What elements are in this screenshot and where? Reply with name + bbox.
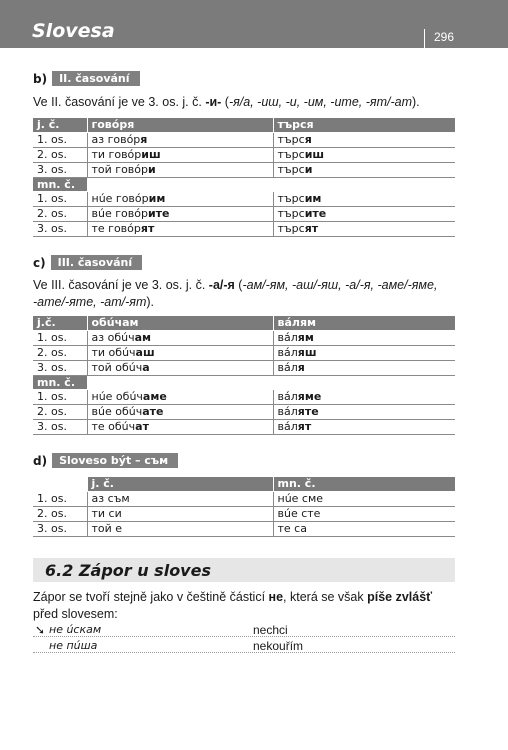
section-b-label — [33, 71, 140, 86]
header-divider — [424, 29, 425, 48]
section-pill: II. časování — [52, 71, 139, 86]
chapter-title: Slovesa — [32, 20, 115, 42]
table-row: 1. os. нúе обúчаме вáляме — [33, 389, 455, 404]
section-title: 6.2 Zápor u sloves — [45, 561, 211, 580]
header-cell: вáлям — [273, 316, 455, 330]
header-cell: j. č. — [87, 477, 273, 491]
arrow-icon: ➘ — [35, 623, 46, 637]
table-row: 2. os. вúе говóрите търсите — [33, 206, 455, 221]
conjugation-table-d — [33, 477, 455, 537]
table-header-row — [33, 316, 455, 330]
section-letter: d) — [33, 453, 48, 468]
table-row: 2. os. ти си вúе сте — [33, 506, 455, 521]
section-heading — [33, 558, 455, 582]
table-header-row — [33, 118, 455, 132]
section-letter: b) — [33, 71, 48, 86]
table-row: 2. os. ти говóриш търсиш — [33, 147, 455, 162]
table-row: 2. os. вúе обúчате вáляте — [33, 404, 455, 419]
header-cell: mn. č. — [273, 477, 455, 491]
table-header-row — [33, 477, 455, 491]
table-row: 1. os. нúе говóрим търсим — [33, 191, 455, 206]
header-cell — [33, 477, 87, 491]
table-row: 3. os. те говóрят търсят — [33, 221, 455, 236]
section-b-intro: Ve II. časování je ve 3. os. j. č. -и- (-я/а, -иш, -и, -им, -ите, -ят/-ат). — [33, 95, 420, 109]
header-cell: обúчам — [87, 316, 273, 330]
header-cell: говóря — [87, 118, 273, 132]
section-pill: Sloveso být – съм — [52, 453, 178, 468]
table-row: 3. os. той обúча вáля — [33, 360, 455, 375]
header-cell: j.č. — [33, 316, 87, 330]
page-header — [0, 0, 508, 48]
conjugation-table-b — [33, 118, 455, 237]
table-row: 2. os. ти обúчаш вáляш — [33, 345, 455, 360]
plural-header-row: mn. č. — [33, 177, 455, 191]
example-czech: nechci — [253, 623, 288, 637]
section-c-intro: Ve III. časování je ve 3. os. j. č. -а/-я (-ам/-ям, -аш/-яш, -а/-я, -аме/-яме, -ате/-яте, -ат/-ят). — [33, 278, 438, 309]
page-number: 296 — [434, 30, 455, 44]
section-d-label — [33, 453, 178, 468]
conjugation-table-c — [33, 316, 455, 435]
table-row: 3. os. той е те са — [33, 521, 455, 536]
table-row: 3. os. той говóри търси — [33, 162, 455, 177]
example-bulgarian: не пúша — [49, 639, 98, 652]
header-cell: търся — [273, 118, 455, 132]
table-row: 1. os. аз съм нúе сме — [33, 491, 455, 506]
example-row — [33, 638, 455, 653]
table-row: 3. os. те обúчат вáлят — [33, 419, 455, 434]
table-row: 1. os. аз говóря търся — [33, 132, 455, 147]
section-c-label — [33, 255, 142, 270]
plural-header-row: mn. č. — [33, 375, 455, 389]
section-62-intro: Zápor se tvoří stejně jako v češtině částicí не, která se však píše zvlášť před slovesem: — [33, 590, 433, 621]
section-letter: c) — [33, 255, 46, 270]
example-row — [33, 622, 455, 637]
example-czech: nekouřím — [253, 639, 304, 653]
header-cell: j. č. — [33, 118, 87, 132]
section-pill: III. časování — [51, 255, 143, 270]
example-bulgarian: не úскам — [49, 623, 102, 636]
table-row: 1. os. аз обúчам вáлям — [33, 330, 455, 345]
